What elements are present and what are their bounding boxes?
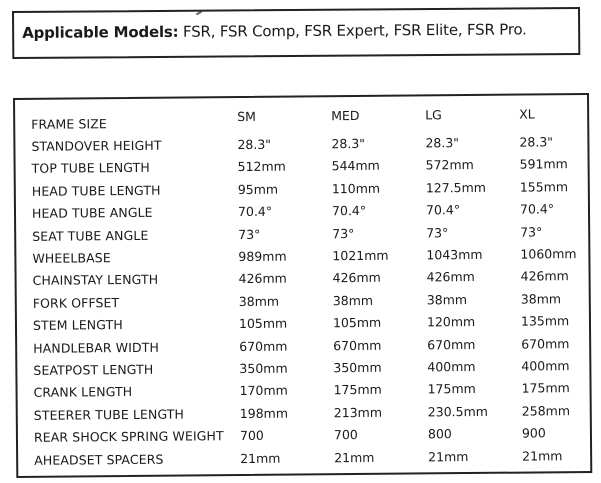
spec-value-lg: 38mm: [426, 291, 468, 308]
applicable-models-list: FSR, FSR Comp, FSR Expert, FSR Elite, FSR Pro.: [182, 20, 527, 41]
spec-label: REAR SHOCK SPRING WEIGHT: [33, 428, 224, 446]
spec-value-xl: 175mm: [521, 380, 570, 396]
spec-value-lg: 127.5mm: [425, 179, 487, 196]
spec-value-med: 426mm: [332, 270, 381, 286]
applicable-models-line: [22, 20, 527, 42]
spec-value-med: 28.3": [331, 135, 366, 152]
spec-value-lg: 21mm: [428, 448, 469, 464]
spec-value-sm: 70.4°: [237, 203, 273, 220]
spec-value-med: 1021mm: [332, 247, 389, 264]
spec-label: TOP TUBE LENGTH: [31, 160, 150, 177]
spec-value-sm: 512mm: [237, 159, 286, 175]
spec-value-med: 38mm: [332, 292, 374, 309]
spec-value-lg: 120mm: [426, 314, 476, 330]
applicable-models-box: [12, 7, 580, 59]
spec-value-xl: 1060mm: [520, 246, 577, 262]
spec-value-sm: 95mm: [237, 181, 279, 197]
spec-value-sm: 198mm: [239, 405, 289, 421]
spec-value-med: 21mm: [334, 449, 375, 465]
spec-value-med: 70.4°: [331, 203, 367, 219]
spec-value-lg: 28.3": [425, 135, 460, 151]
spec-label: CRANK LENGTH: [33, 384, 133, 401]
spec-value-xl: 73°: [520, 223, 543, 240]
spec-value-med: 105mm: [332, 314, 382, 331]
spec-value-lg: 73°: [426, 224, 449, 240]
spec-value-med: 544mm: [331, 158, 380, 174]
spec-value-lg: 572mm: [425, 157, 474, 173]
spec-value-lg: 70.4°: [425, 202, 461, 218]
size-header-lg: LG: [425, 107, 442, 123]
spec-label: HEAD TUBE ANGLE: [31, 204, 153, 222]
spec-value-sm: 426mm: [238, 271, 287, 287]
spec-label: HANDLEBAR WIDTH: [33, 339, 160, 356]
spec-value-sm: 989mm: [238, 248, 287, 265]
spec-value-lg: 400mm: [427, 358, 476, 375]
spec-value-sm: 21mm: [240, 450, 281, 466]
spec-value-sm: 170mm: [239, 383, 288, 399]
size-header-med: MED: [331, 107, 360, 124]
spec-value-med: 110mm: [331, 180, 381, 197]
spec-value-lg: 800: [427, 426, 452, 442]
spec-value-sm: 700: [239, 428, 264, 444]
spec-value-sm: 670mm: [239, 338, 288, 354]
spec-value-xl: 426mm: [520, 268, 569, 284]
spec-value-sm: 105mm: [238, 315, 288, 332]
spec-value-xl: 900: [521, 425, 546, 441]
spec-value-lg: 670mm: [427, 336, 476, 352]
spec-value-med: 175mm: [333, 382, 382, 398]
spec-value-xl: 670mm: [521, 335, 570, 352]
spec-value-med: 700: [333, 427, 358, 443]
spec-value-xl: 400mm: [521, 358, 570, 374]
spec-value-xl: 28.3": [519, 134, 554, 150]
spec-value-med: 73°: [332, 225, 355, 241]
spec-value-lg: 1043mm: [426, 246, 483, 263]
size-header-xl: XL: [519, 106, 535, 122]
spec-label: WHEELBASE: [32, 250, 111, 266]
spec-value-sm: 350mm: [239, 360, 288, 377]
spec-label: SEATPOST LENGTH: [33, 361, 154, 378]
spec-value-lg: 230.5mm: [427, 403, 488, 420]
spec-value-med: 350mm: [333, 359, 382, 376]
spec-value-xl: 21mm: [522, 447, 563, 464]
spec-label: FORK OFFSET: [32, 294, 120, 311]
size-header-sm: SM: [237, 108, 256, 125]
applicable-models-label: Applicable Models:: [22, 22, 179, 42]
spec-value-lg: 175mm: [427, 381, 476, 397]
spec-value-xl: 155mm: [519, 178, 569, 195]
spec-label: CHAINSTAY LENGTH: [32, 272, 159, 289]
frame-geometry-table: [13, 93, 592, 478]
spec-value-med: 670mm: [333, 337, 382, 353]
spec-value-xl: 70.4°: [519, 201, 555, 217]
spec-label: AHEADSET SPACERS: [34, 451, 164, 468]
spec-value-sm: 38mm: [238, 293, 280, 309]
spec-value-med: 213mm: [333, 404, 383, 421]
spec-label: STEERER TUBE LENGTH: [33, 406, 185, 423]
spec-value-sm: 28.3": [237, 136, 272, 153]
spec-label: STANDOVER HEIGHT: [31, 137, 162, 154]
spec-value-lg: 426mm: [426, 269, 475, 285]
spec-label: STEM LENGTH: [32, 317, 123, 334]
frame-size-label: FRAME SIZE: [31, 116, 107, 132]
spec-label: HEAD TUBE LENGTH: [31, 182, 161, 199]
spec-value-xl: 258mm: [521, 402, 571, 419]
spec-value-xl: 135mm: [520, 313, 570, 329]
spec-label: SEAT TUBE ANGLE: [32, 227, 149, 244]
spec-value-xl: 38mm: [520, 291, 562, 307]
spec-value-xl: 591mm: [519, 156, 568, 172]
table-row: [18, 445, 594, 472]
spec-value-sm: 73°: [238, 226, 261, 242]
